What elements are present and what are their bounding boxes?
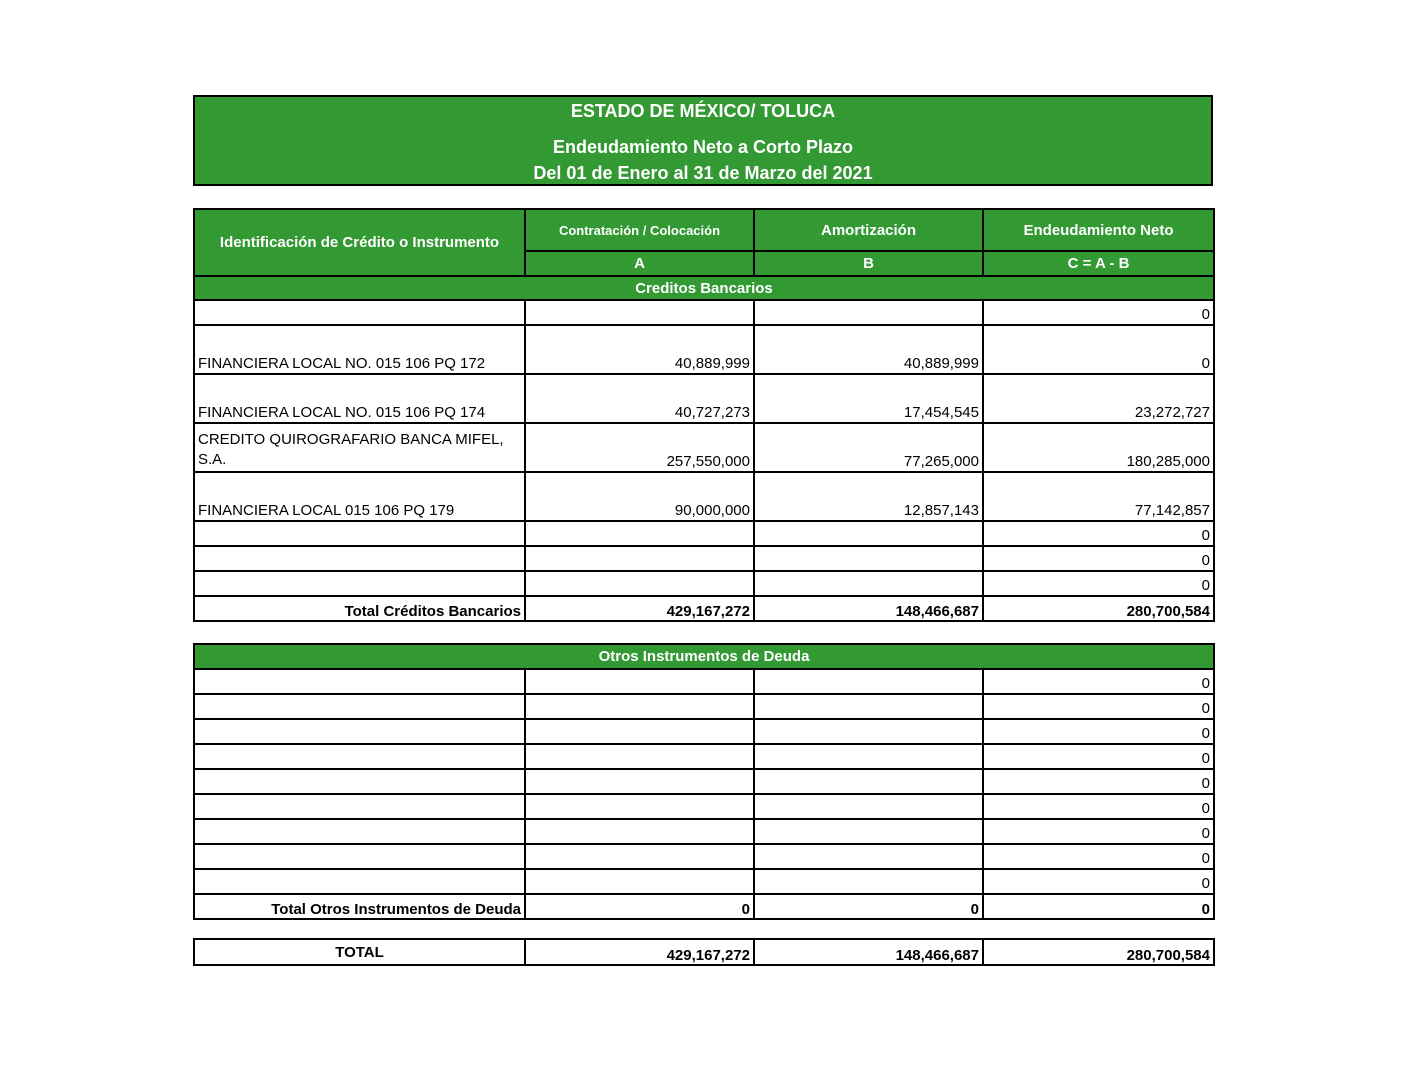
other-total-a: 0 bbox=[525, 894, 754, 919]
row-name bbox=[194, 571, 525, 596]
table-row bbox=[194, 300, 1214, 325]
table-row bbox=[194, 794, 1214, 819]
table-row bbox=[194, 819, 1214, 844]
grand-total-b: 148,466,687 bbox=[754, 939, 983, 965]
row-a: 90,000,000 bbox=[525, 472, 754, 521]
table-row bbox=[194, 546, 1214, 571]
row-b bbox=[754, 546, 983, 571]
bank-credits-table bbox=[193, 208, 1215, 622]
report-header bbox=[193, 95, 1213, 186]
row-c: 0 bbox=[983, 571, 1214, 596]
col-header-c: Endeudamiento Neto bbox=[983, 209, 1214, 251]
row-name bbox=[194, 546, 525, 571]
row-a: 40,889,999 bbox=[525, 325, 754, 374]
table-row bbox=[194, 719, 1214, 744]
row-c: 0 bbox=[983, 844, 1214, 869]
col-header-a: Contratación / Colocación bbox=[525, 209, 754, 251]
row-b bbox=[754, 300, 983, 325]
row-c: 77,142,857 bbox=[983, 472, 1214, 521]
row-a bbox=[525, 521, 754, 546]
row-name: CREDITO QUIROGRAFARIO BANCA MIFEL, S.A. bbox=[194, 423, 525, 472]
row-c: 0 bbox=[983, 769, 1214, 794]
section-bank-credits: Creditos Bancarios bbox=[194, 276, 1214, 300]
report-period: Del 01 de Enero al 31 de Marzo del 2021 bbox=[533, 163, 873, 183]
table-row bbox=[194, 571, 1214, 596]
other-total-label: Total Otros Instrumentos de Deuda bbox=[194, 894, 525, 919]
bank-total-b: 148,466,687 bbox=[754, 596, 983, 621]
grand-total-row bbox=[194, 939, 1214, 965]
other-instruments-table bbox=[193, 643, 1215, 920]
row-c: 0 bbox=[983, 819, 1214, 844]
row-b: 17,454,545 bbox=[754, 374, 983, 423]
bank-total-c: 280,700,584 bbox=[983, 596, 1214, 621]
row-a bbox=[525, 571, 754, 596]
table-row bbox=[194, 374, 1214, 423]
table-row bbox=[194, 423, 1214, 472]
row-a bbox=[525, 300, 754, 325]
report-subtitle: Endeudamiento Neto a Corto Plazo bbox=[552, 137, 854, 157]
grand-total-c: 280,700,584 bbox=[983, 939, 1214, 965]
row-b bbox=[754, 571, 983, 596]
bank-total-a: 429,167,272 bbox=[525, 596, 754, 621]
col-header-id: Identificación de Crédito o Instrumento bbox=[194, 209, 525, 276]
table-row bbox=[194, 472, 1214, 521]
row-c: 0 bbox=[983, 719, 1214, 744]
bank-total-row bbox=[194, 596, 1214, 621]
other-total-b: 0 bbox=[754, 894, 983, 919]
row-c: 0 bbox=[983, 521, 1214, 546]
row-b: 40,889,999 bbox=[754, 325, 983, 374]
row-c: 0 bbox=[983, 325, 1214, 374]
table-row bbox=[194, 744, 1214, 769]
other-total-row bbox=[194, 894, 1214, 919]
row-c: 180,285,000 bbox=[983, 423, 1214, 472]
row-c: 23,272,727 bbox=[983, 374, 1214, 423]
row-c: 0 bbox=[983, 546, 1214, 571]
table-row bbox=[194, 325, 1214, 374]
col-header-b: Amortización bbox=[754, 209, 983, 251]
row-name bbox=[194, 521, 525, 546]
col-code-c: C = A - B bbox=[983, 251, 1214, 276]
row-c: 0 bbox=[983, 794, 1214, 819]
row-a bbox=[525, 546, 754, 571]
col-code-a: A bbox=[525, 251, 754, 276]
row-b: 12,857,143 bbox=[754, 472, 983, 521]
row-c: 0 bbox=[983, 694, 1214, 719]
row-name bbox=[194, 300, 525, 325]
grand-total-label: TOTAL bbox=[194, 939, 525, 965]
row-a: 257,550,000 bbox=[525, 423, 754, 472]
row-name: FINANCIERA LOCAL NO. 015 106 PQ 172 bbox=[194, 325, 525, 374]
row-c: 0 bbox=[983, 300, 1214, 325]
row-c: 0 bbox=[983, 669, 1214, 694]
table-row bbox=[194, 869, 1214, 894]
col-code-b: B bbox=[754, 251, 983, 276]
grand-total-table bbox=[193, 938, 1215, 966]
grand-total-a: 429,167,272 bbox=[525, 939, 754, 965]
row-c: 0 bbox=[983, 869, 1214, 894]
table-row bbox=[194, 669, 1214, 694]
row-name: FINANCIERA LOCAL 015 106 PQ 179 bbox=[194, 472, 525, 521]
other-total-c: 0 bbox=[983, 894, 1214, 919]
row-a: 40,727,273 bbox=[525, 374, 754, 423]
row-name: FINANCIERA LOCAL NO. 015 106 PQ 174 bbox=[194, 374, 525, 423]
table-row bbox=[194, 844, 1214, 869]
row-b bbox=[754, 521, 983, 546]
section-other-instruments: Otros Instrumentos de Deuda bbox=[194, 644, 1214, 669]
row-b: 77,265,000 bbox=[754, 423, 983, 472]
table-row bbox=[194, 694, 1214, 719]
report-title: ESTADO DE MÉXICO/ TOLUCA bbox=[570, 101, 836, 121]
table-row bbox=[194, 769, 1214, 794]
table-row bbox=[194, 521, 1214, 546]
row-c: 0 bbox=[983, 744, 1214, 769]
bank-total-label: Total Créditos Bancarios bbox=[194, 596, 525, 621]
